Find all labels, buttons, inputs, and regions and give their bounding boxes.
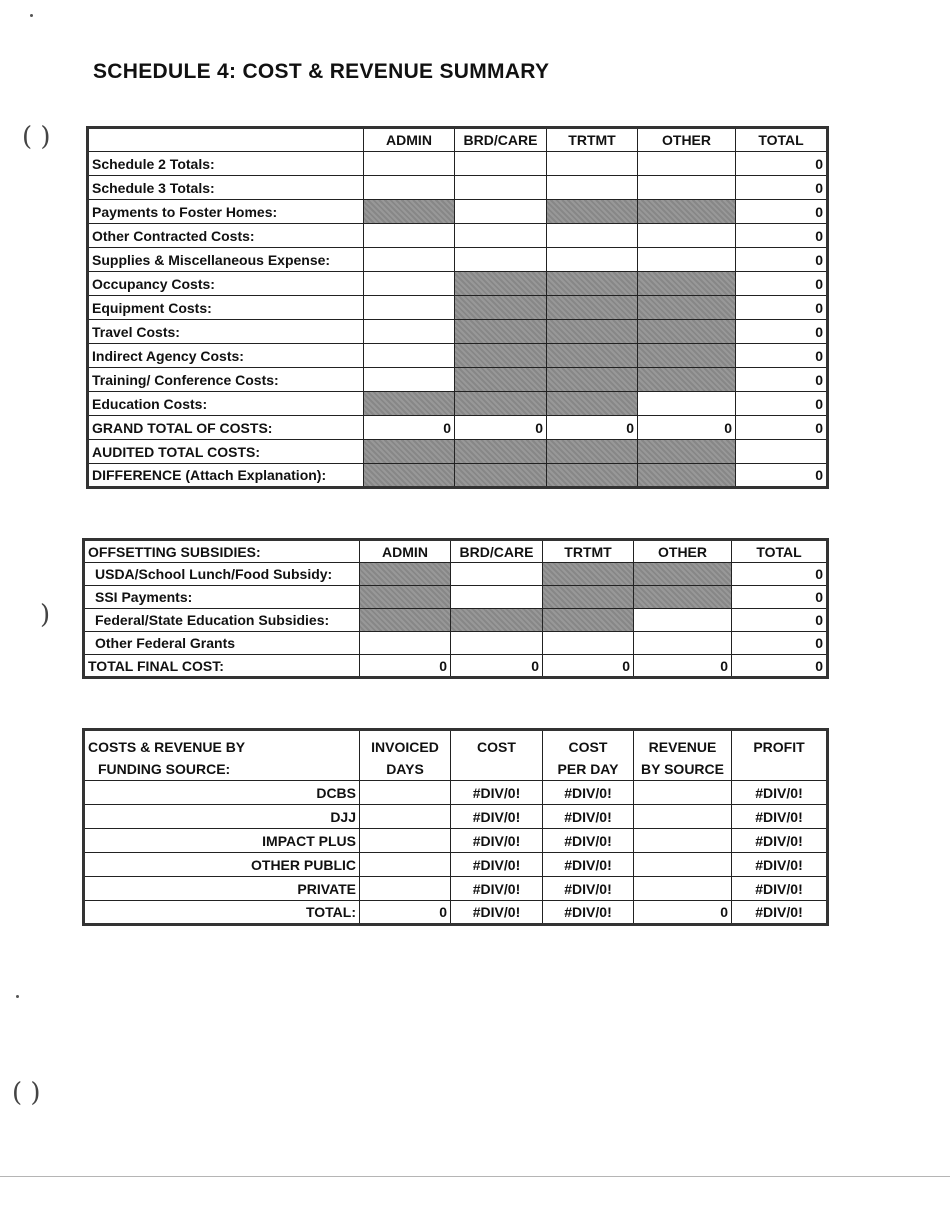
row-label: Training/ Conference Costs: (88, 368, 364, 392)
brd-care-cell[interactable] (451, 632, 543, 655)
profit-cell: #DIV/0! (732, 877, 828, 901)
funding-source-label: DCBS (84, 781, 360, 805)
funding-title-line1: COSTS & REVENUE BY (88, 739, 246, 755)
brd-care-cell[interactable] (455, 200, 547, 224)
row-label: Equipment Costs: (88, 296, 364, 320)
funding-source-label: PRIVATE (84, 877, 360, 901)
other-cell-shaded (638, 272, 736, 296)
other-cell-shaded (638, 200, 736, 224)
invoiced-days-cell[interactable] (360, 877, 451, 901)
header-line1: INVOICED (371, 739, 439, 755)
brd-care-cell-shaded (451, 609, 543, 632)
page-bottom-line (0, 1176, 950, 1177)
funding-source-label: DJJ (84, 805, 360, 829)
table-header-row (84, 540, 828, 563)
table-row (88, 344, 828, 368)
cost-summary-table (86, 126, 829, 489)
other-cell[interactable] (638, 248, 736, 272)
table-header-row (88, 128, 828, 152)
funding-source-label: IMPACT PLUS (84, 829, 360, 853)
row-label: Other Contracted Costs: (88, 224, 364, 248)
hole-punch-mark: ) (40, 600, 51, 630)
admin-cell[interactable] (364, 344, 455, 368)
invoiced-days-cell[interactable] (360, 829, 451, 853)
col-header-total: TOTAL (736, 128, 828, 152)
table-row (88, 368, 828, 392)
brd-care-cell-shaded (455, 272, 547, 296)
table-row (84, 563, 828, 586)
col-header-brd-care: BRD/CARE (451, 540, 543, 563)
cost-per-day-cell: #DIV/0! (543, 853, 634, 877)
admin-cell[interactable] (364, 176, 455, 200)
total-cell: 0 (736, 224, 828, 248)
hole-punch-mark: ( ) (12, 1078, 41, 1108)
other-cell: 0 (638, 416, 736, 440)
admin-cell-shaded (364, 200, 455, 224)
col-header-admin: ADMIN (360, 540, 451, 563)
profit-cell: #DIV/0! (732, 853, 828, 877)
admin-cell[interactable] (364, 272, 455, 296)
total-cell: 0 (732, 563, 828, 586)
col-header-other: OTHER (634, 540, 732, 563)
cost-per-day-cell: #DIV/0! (543, 901, 634, 925)
cost-per-day-cell: #DIV/0! (543, 805, 634, 829)
row-label: TOTAL FINAL COST: (84, 655, 360, 678)
row-label: Occupancy Costs: (88, 272, 364, 296)
cost-cell: #DIV/0! (451, 805, 543, 829)
col-header-trtmt: TRTMT (547, 128, 638, 152)
admin-cell: 0 (364, 416, 455, 440)
table-row (84, 829, 828, 853)
trtmt-cell-shaded (543, 586, 634, 609)
table-row (88, 224, 828, 248)
brd-care-cell[interactable] (455, 248, 547, 272)
admin-cell-shaded (360, 563, 451, 586)
row-label: Schedule 3 Totals: (88, 176, 364, 200)
total-cell: 0 (736, 392, 828, 416)
invoiced-days-cell[interactable] (360, 805, 451, 829)
brd-care-cell-shaded (455, 392, 547, 416)
table-row (84, 901, 828, 925)
admin-cell[interactable] (364, 248, 455, 272)
total-cell: 0 (732, 609, 828, 632)
admin-cell-shaded (364, 392, 455, 416)
brd-care-cell-shaded (455, 320, 547, 344)
trtmt-cell-shaded (547, 464, 638, 488)
trtmt-cell-shaded (547, 344, 638, 368)
other-cell: 0 (634, 655, 732, 678)
trtmt-cell-shaded (547, 296, 638, 320)
other-cell[interactable] (638, 224, 736, 248)
funding-title (84, 730, 360, 781)
invoiced-days-cell[interactable] (360, 781, 451, 805)
table-row (84, 609, 828, 632)
trtmt-cell[interactable] (547, 152, 638, 176)
cost-cell: #DIV/0! (451, 829, 543, 853)
other-cell[interactable] (638, 176, 736, 200)
table-row (84, 655, 828, 678)
other-cell-shaded (638, 320, 736, 344)
cost-cell: #DIV/0! (451, 901, 543, 925)
row-label: AUDITED TOTAL COSTS: (88, 440, 364, 464)
admin-cell[interactable] (364, 152, 455, 176)
col-header-cost-per-day (543, 730, 634, 781)
admin-cell: 0 (360, 655, 451, 678)
row-label: Indirect Agency Costs: (88, 344, 364, 368)
total-cell: 0 (736, 344, 828, 368)
table-row (88, 392, 828, 416)
admin-cell-shaded (364, 440, 455, 464)
subsidies-title: OFFSETTING SUBSIDIES: (84, 540, 360, 563)
col-header-profit (732, 730, 828, 781)
other-cell-shaded (638, 464, 736, 488)
trtmt-cell-shaded (547, 392, 638, 416)
revenue-cell[interactable] (634, 877, 732, 901)
table-row (88, 296, 828, 320)
table-row (88, 248, 828, 272)
hole-punch-mark: ( ) (22, 122, 51, 152)
profit-cell: #DIV/0! (732, 781, 828, 805)
total-cell: 0 (736, 320, 828, 344)
table-row (88, 320, 828, 344)
admin-cell[interactable] (364, 296, 455, 320)
table-row (84, 781, 828, 805)
trtmt-cell[interactable] (547, 176, 638, 200)
scan-speck (30, 14, 33, 17)
col-header-revenue-by-source (634, 730, 732, 781)
cost-per-day-cell: #DIV/0! (543, 829, 634, 853)
col-header-other: OTHER (638, 128, 736, 152)
cost-per-day-cell: #DIV/0! (543, 781, 634, 805)
row-label: Travel Costs: (88, 320, 364, 344)
row-label: DIFFERENCE (Attach Explanation): (88, 464, 364, 488)
admin-cell-shaded (360, 609, 451, 632)
row-label: SSI Payments: (84, 586, 360, 609)
profit-cell: #DIV/0! (732, 901, 828, 925)
invoiced-days-cell: 0 (360, 901, 451, 925)
funding-source-label: OTHER PUBLIC (84, 853, 360, 877)
revenue-cell[interactable] (634, 805, 732, 829)
table-row (88, 464, 828, 488)
header-line1: PROFIT (753, 739, 805, 755)
admin-cell[interactable] (364, 224, 455, 248)
trtmt-cell-shaded (543, 609, 634, 632)
cost-per-day-cell: #DIV/0! (543, 877, 634, 901)
total-cell: 0 (736, 176, 828, 200)
admin-cell[interactable] (364, 368, 455, 392)
brd-care-cell-shaded (455, 464, 547, 488)
trtmt-cell-shaded (547, 440, 638, 464)
other-cell-shaded (634, 563, 732, 586)
col-header-trtmt: TRTMT (543, 540, 634, 563)
table-row (88, 176, 828, 200)
table-row (84, 805, 828, 829)
trtmt-cell: 0 (547, 416, 638, 440)
trtmt-cell-shaded (547, 272, 638, 296)
total-cell: 0 (732, 632, 828, 655)
brd-care-cell[interactable] (451, 563, 543, 586)
total-cell: 0 (732, 655, 828, 678)
revenue-cell[interactable] (634, 853, 732, 877)
total-cell[interactable] (736, 440, 828, 464)
trtmt-cell[interactable] (547, 248, 638, 272)
header-line2: BY SOURCE (641, 761, 724, 777)
row-label: Federal/State Education Subsidies: (84, 609, 360, 632)
trtmt-cell[interactable] (543, 632, 634, 655)
header-line1: REVENUE (648, 739, 717, 755)
col-header-admin: ADMIN (364, 128, 455, 152)
revenue-cell[interactable] (634, 829, 732, 853)
other-cell-shaded (638, 440, 736, 464)
table-header-row (84, 730, 828, 781)
brd-care-cell[interactable] (455, 152, 547, 176)
total-cell: 0 (736, 200, 828, 224)
funding-source-label: TOTAL: (84, 901, 360, 925)
table-row (84, 632, 828, 655)
header-line2: DAYS (386, 761, 424, 777)
col-header-total: TOTAL (732, 540, 828, 563)
brd-care-cell[interactable] (451, 586, 543, 609)
total-cell: 0 (736, 296, 828, 320)
other-cell[interactable] (638, 392, 736, 416)
row-label: Payments to Foster Homes: (88, 200, 364, 224)
invoiced-days-cell[interactable] (360, 853, 451, 877)
other-cell-shaded (638, 344, 736, 368)
total-cell: 0 (736, 416, 828, 440)
cost-cell: #DIV/0! (451, 877, 543, 901)
admin-cell[interactable] (364, 320, 455, 344)
table-row (84, 853, 828, 877)
brd-care-cell-shaded (455, 440, 547, 464)
admin-cell-shaded (364, 464, 455, 488)
revenue-cell[interactable] (634, 781, 732, 805)
total-cell: 0 (732, 586, 828, 609)
header-blank-cell (88, 128, 364, 152)
trtmt-cell-shaded (547, 368, 638, 392)
total-cell: 0 (736, 464, 828, 488)
profit-cell: #DIV/0! (732, 829, 828, 853)
col-header-cost (451, 730, 543, 781)
trtmt-cell: 0 (543, 655, 634, 678)
header-line1: COST (477, 739, 516, 755)
other-cell[interactable] (634, 632, 732, 655)
total-cell: 0 (736, 368, 828, 392)
admin-cell-shaded (360, 586, 451, 609)
total-cell: 0 (736, 248, 828, 272)
page-title: SCHEDULE 4: COST & REVENUE SUMMARY (93, 60, 550, 83)
row-label: Schedule 2 Totals: (88, 152, 364, 176)
offsetting-subsidies-table (82, 538, 829, 679)
brd-care-cell-shaded (455, 344, 547, 368)
total-cell: 0 (736, 272, 828, 296)
trtmt-cell-shaded (547, 320, 638, 344)
cost-cell: #DIV/0! (451, 781, 543, 805)
row-label: USDA/School Lunch/Food Subsidy: (84, 563, 360, 586)
profit-cell: #DIV/0! (732, 805, 828, 829)
row-label: Supplies & Miscellaneous Expense: (88, 248, 364, 272)
table-row (84, 586, 828, 609)
other-cell-shaded (638, 368, 736, 392)
trtmt-cell-shaded (547, 200, 638, 224)
table-row (88, 272, 828, 296)
brd-care-cell: 0 (451, 655, 543, 678)
col-header-brd-care: BRD/CARE (455, 128, 547, 152)
row-label: GRAND TOTAL OF COSTS: (88, 416, 364, 440)
other-cell[interactable] (634, 609, 732, 632)
brd-care-cell-shaded (455, 368, 547, 392)
row-label: Other Federal Grants (84, 632, 360, 655)
revenue-cell: 0 (634, 901, 732, 925)
funding-source-table (82, 728, 829, 926)
table-row (84, 877, 828, 901)
admin-cell[interactable] (360, 632, 451, 655)
col-header-invoiced-days (360, 730, 451, 781)
brd-care-cell[interactable] (455, 176, 547, 200)
table-row (88, 440, 828, 464)
scan-speck (16, 995, 19, 998)
table-row (88, 152, 828, 176)
brd-care-cell: 0 (455, 416, 547, 440)
other-cell-shaded (638, 296, 736, 320)
row-label: Education Costs: (88, 392, 364, 416)
brd-care-cell[interactable] (455, 224, 547, 248)
total-cell: 0 (736, 152, 828, 176)
trtmt-cell[interactable] (547, 224, 638, 248)
funding-title-line2: FUNDING SOURCE: (98, 761, 231, 777)
trtmt-cell-shaded (543, 563, 634, 586)
brd-care-cell-shaded (455, 296, 547, 320)
other-cell-shaded (634, 586, 732, 609)
other-cell[interactable] (638, 152, 736, 176)
header-line2: PER DAY (557, 761, 619, 777)
table-row (88, 416, 828, 440)
header-line1: COST (568, 739, 608, 755)
table-row (88, 200, 828, 224)
cost-cell: #DIV/0! (451, 853, 543, 877)
